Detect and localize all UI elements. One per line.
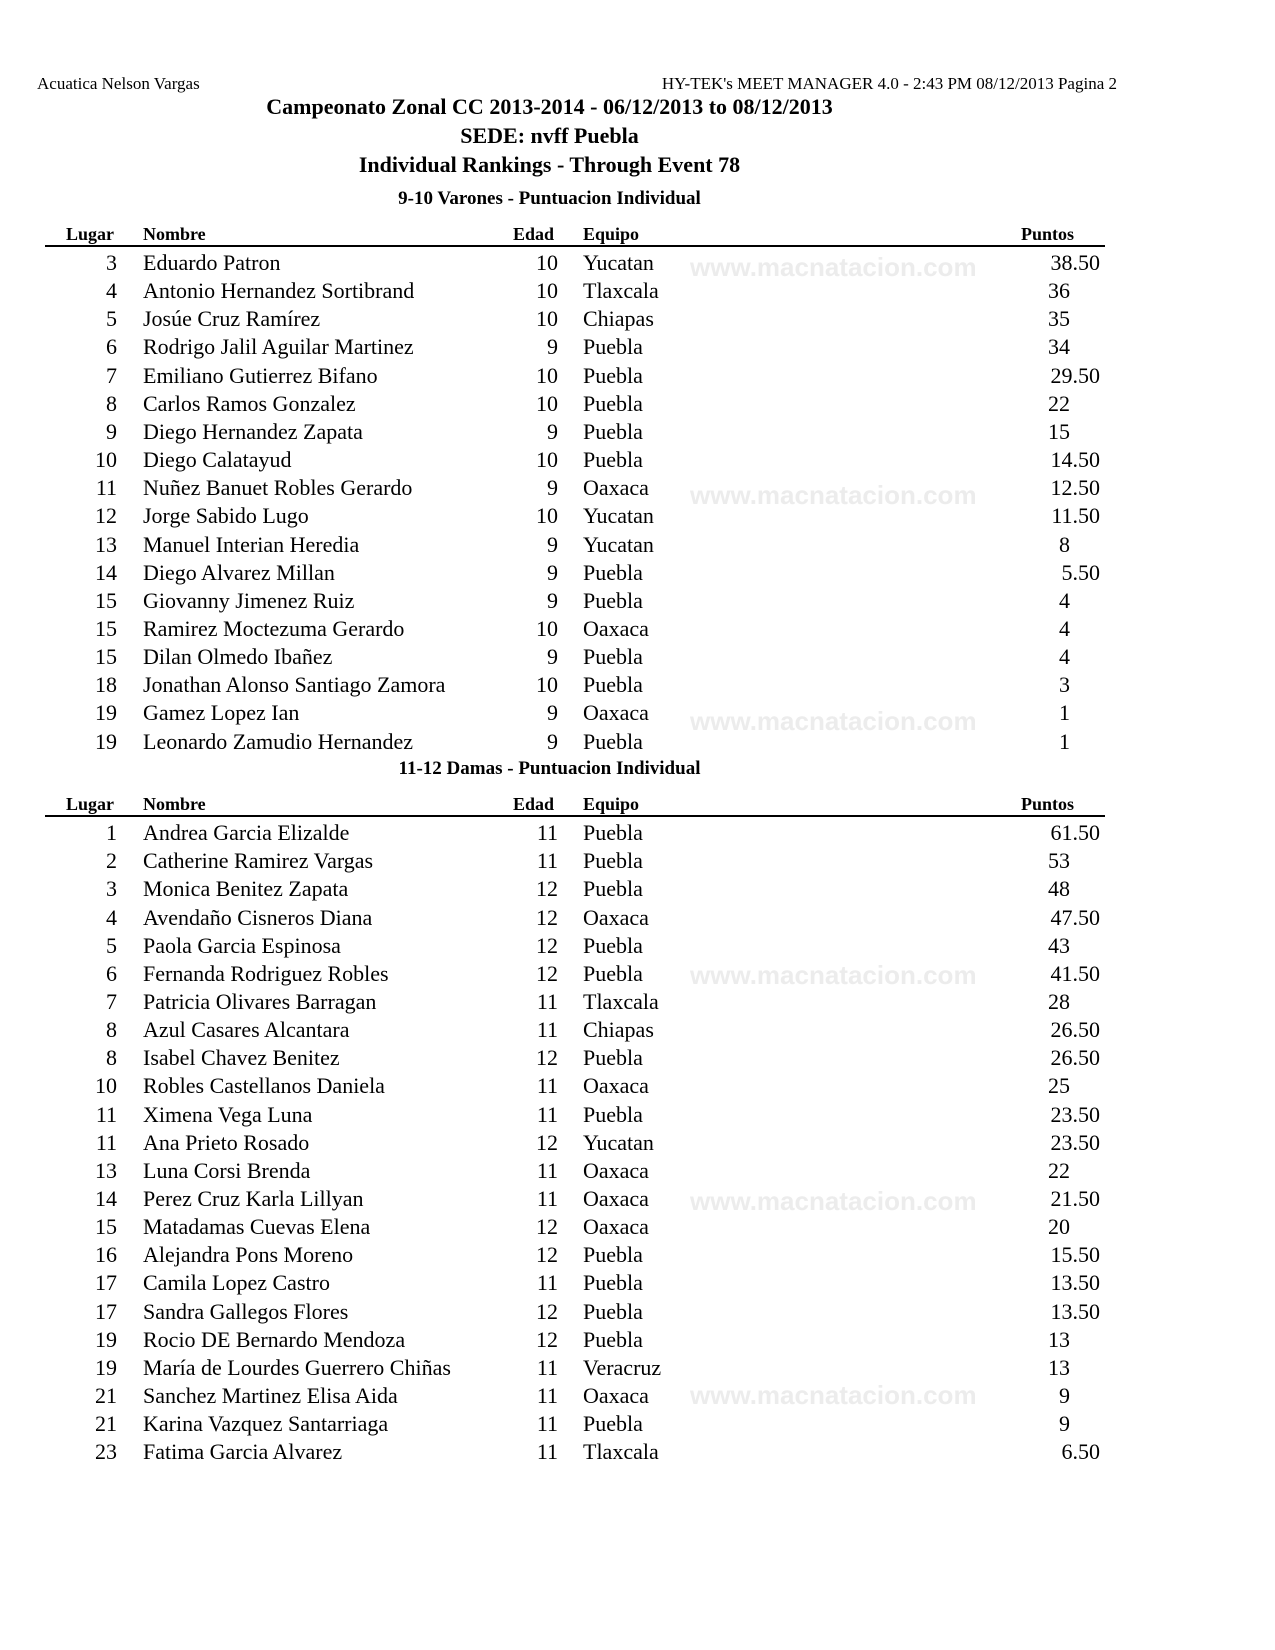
- points-cell: 14.50: [1050, 447, 1100, 472]
- table-row: [0, 1073, 1275, 1101]
- table-row: [0, 1299, 1275, 1327]
- team-cell: Oaxaca: [583, 616, 649, 641]
- table-row: [0, 1186, 1275, 1214]
- age-cell: 10: [536, 306, 558, 332]
- name-cell: Josúe Cruz Ramírez: [143, 306, 321, 332]
- rank-cell: 2: [106, 848, 117, 874]
- name-cell: Fatima Garcia Alvarez: [143, 1439, 343, 1465]
- rank-cell: 15: [95, 1214, 117, 1240]
- rank-cell: 7: [106, 362, 117, 388]
- age-cell: 11: [536, 1157, 558, 1183]
- team-cell: Puebla: [583, 1045, 643, 1071]
- table-row: [0, 1017, 1275, 1045]
- name-cell: Luna Corsi Brenda: [143, 1157, 311, 1183]
- team-cell: Chiapas: [583, 1017, 654, 1042]
- table-row: [0, 1327, 1275, 1355]
- table-row: [0, 729, 1275, 757]
- name-cell: Jorge Sabido Lugo: [143, 503, 309, 529]
- age-cell: 12: [536, 904, 558, 930]
- table-row: [0, 989, 1275, 1017]
- rank-cell: 5: [106, 306, 117, 332]
- age-cell: 12: [536, 1298, 558, 1324]
- rank-cell: 5: [106, 932, 117, 958]
- points-cell: 22: [1048, 1157, 1070, 1183]
- age-cell: 9: [547, 728, 558, 754]
- points-cell: 4: [1059, 616, 1070, 641]
- team-cell: Puebla: [583, 390, 643, 416]
- points-cell: 1: [1059, 700, 1070, 726]
- age-cell: 9: [547, 644, 558, 670]
- team-cell: Yucatan: [583, 250, 654, 275]
- table-row: [0, 1355, 1275, 1383]
- points-cell: 23.50: [1050, 1101, 1100, 1127]
- age-cell: 11: [536, 848, 558, 874]
- name-cell: Gamez Lopez Ian: [143, 700, 300, 726]
- rank-cell: 13: [95, 531, 117, 557]
- points-cell: 61.50: [1050, 820, 1100, 845]
- points-cell: 11.50: [1051, 503, 1100, 529]
- name-cell: Diego Alvarez Millan: [143, 559, 335, 585]
- rank-cell: 7: [106, 988, 117, 1014]
- team-cell: Yucatan: [583, 531, 654, 557]
- name-cell: Ximena Vega Luna: [143, 1101, 313, 1127]
- team-cell: Tlaxcala: [583, 988, 659, 1014]
- name-cell: Dilan Olmedo Ibañez: [143, 644, 333, 670]
- table-row: [0, 1045, 1275, 1073]
- table-row: [0, 616, 1275, 644]
- rank-cell: 15: [95, 616, 117, 641]
- name-cell: Sanchez Martinez Elisa Aida: [143, 1383, 398, 1408]
- column-header-lugar: Lugar: [66, 224, 115, 244]
- name-cell: Diego Calatayud: [143, 447, 292, 472]
- table-row: [0, 820, 1275, 848]
- name-cell: Robles Castellanos Daniela: [143, 1073, 385, 1099]
- points-cell: 26.50: [1050, 1017, 1100, 1042]
- rank-cell: 17: [95, 1298, 117, 1324]
- rank-cell: 15: [95, 587, 117, 613]
- points-cell: 21.50: [1050, 1186, 1100, 1211]
- name-cell: Emiliano Gutierrez Bifano: [143, 362, 378, 388]
- table-row: [0, 1383, 1275, 1411]
- name-cell: Ramirez Moctezuma Gerardo: [143, 616, 405, 641]
- rank-cell: 19: [95, 1354, 117, 1380]
- name-cell: Eduardo Patron: [143, 250, 281, 275]
- points-cell: 23.50: [1050, 1129, 1100, 1155]
- age-cell: 10: [536, 503, 558, 529]
- points-cell: 35: [1048, 306, 1070, 332]
- team-cell: Puebla: [583, 876, 643, 902]
- team-cell: Veracruz: [583, 1354, 662, 1380]
- name-cell: Paola Garcia Espinosa: [143, 932, 341, 958]
- rank-cell: 21: [95, 1383, 117, 1408]
- rank-cell: 8: [106, 1045, 117, 1071]
- points-cell: 48: [1048, 876, 1070, 902]
- rank-cell: 9: [106, 418, 117, 444]
- header-rule: [45, 245, 1105, 247]
- table-row: [0, 391, 1275, 419]
- name-cell: Manuel Interian Heredia: [143, 531, 360, 557]
- rank-cell: 4: [106, 278, 117, 304]
- points-cell: 4: [1059, 587, 1070, 613]
- table-row: [0, 644, 1275, 672]
- age-cell: 10: [536, 672, 558, 698]
- rank-cell: 19: [95, 700, 117, 726]
- age-cell: 11: [536, 1411, 558, 1437]
- team-cell: Puebla: [583, 587, 643, 613]
- column-header-equipo: Equipo: [583, 794, 640, 814]
- table-row: [0, 905, 1275, 933]
- name-cell: Fernanda Rodriguez Robles: [143, 960, 389, 986]
- table-row: [0, 848, 1275, 876]
- age-cell: 10: [536, 362, 558, 388]
- name-cell: Alejandra Pons Moreno: [143, 1242, 354, 1268]
- team-cell: Puebla: [583, 672, 643, 698]
- rank-cell: 21: [95, 1411, 117, 1437]
- age-cell: 11: [536, 1354, 558, 1380]
- table-row: [0, 306, 1275, 334]
- age-cell: 9: [547, 334, 558, 360]
- points-cell: 15.50: [1050, 1242, 1100, 1268]
- name-cell: Nuñez Banuet Robles Gerardo: [143, 475, 413, 501]
- points-cell: 36: [1048, 278, 1070, 304]
- team-cell: Puebla: [583, 848, 643, 874]
- team-cell: Puebla: [583, 1101, 643, 1127]
- points-cell: 25: [1048, 1073, 1070, 1099]
- age-cell: 11: [536, 1186, 558, 1211]
- column-header-edad: Edad: [513, 224, 555, 244]
- table-row: [0, 532, 1275, 560]
- team-cell: Puebla: [583, 1411, 643, 1437]
- team-cell: Oaxaca: [583, 1186, 649, 1211]
- rank-cell: 11: [95, 1101, 117, 1127]
- section-title: 11-12 Damas - Puntuacion Individual: [398, 758, 701, 779]
- team-cell: Puebla: [583, 447, 643, 472]
- watermark: www.macnatacion.com: [690, 706, 977, 736]
- points-cell: 4: [1059, 644, 1070, 670]
- team-cell: Yucatan: [583, 503, 654, 529]
- name-cell: Andrea Garcia Elizalde: [143, 820, 350, 845]
- age-cell: 10: [536, 390, 558, 416]
- team-cell: Puebla: [583, 1242, 643, 1268]
- rank-cell: 15: [95, 644, 117, 670]
- name-cell: Catherine Ramirez Vargas: [143, 848, 374, 874]
- age-cell: 9: [547, 418, 558, 444]
- meet-title: Campeonato Zonal CC 2013-2014 - 06/12/2013 to 08/12/2013: [266, 94, 833, 119]
- age-cell: 12: [536, 1045, 558, 1071]
- name-cell: Perez Cruz Karla Lillyan: [143, 1186, 364, 1211]
- table-row: [0, 334, 1275, 362]
- table-row: [0, 1130, 1275, 1158]
- team-cell: Puebla: [583, 1270, 643, 1296]
- age-cell: 9: [547, 475, 558, 501]
- rank-cell: 3: [106, 250, 117, 275]
- rank-cell: 10: [95, 447, 117, 472]
- table-row: [0, 419, 1275, 447]
- rank-cell: 10: [95, 1073, 117, 1099]
- name-cell: Diego Hernandez Zapata: [143, 418, 363, 444]
- team-cell: Puebla: [583, 559, 643, 585]
- age-cell: 11: [536, 820, 558, 845]
- table-row: [0, 1242, 1275, 1270]
- table-row: [0, 560, 1275, 588]
- rank-cell: 19: [95, 1326, 117, 1352]
- watermark: www.macnatacion.com: [690, 1186, 977, 1216]
- age-cell: 11: [536, 1101, 558, 1127]
- rank-cell: 18: [95, 672, 117, 698]
- table-row: [0, 250, 1275, 278]
- name-cell: Monica Benitez Zapata: [143, 876, 349, 902]
- venue-title: SEDE: nvff Puebla: [460, 123, 639, 148]
- age-cell: 12: [536, 1214, 558, 1240]
- table-row: [0, 475, 1275, 503]
- age-cell: 9: [547, 559, 558, 585]
- watermark: www.macnatacion.com: [690, 252, 977, 282]
- table-row: [0, 933, 1275, 961]
- team-cell: Oaxaca: [583, 1157, 649, 1183]
- points-cell: 12.50: [1050, 475, 1100, 501]
- age-cell: 11: [536, 1270, 558, 1296]
- points-cell: 9: [1059, 1411, 1070, 1437]
- points-cell: 13: [1048, 1326, 1070, 1352]
- table-row: [0, 363, 1275, 391]
- age-cell: 11: [536, 1439, 558, 1465]
- table-row: [0, 1439, 1275, 1467]
- age-cell: 10: [536, 278, 558, 304]
- points-cell: 28: [1048, 988, 1070, 1014]
- rank-cell: 17: [95, 1270, 117, 1296]
- rank-cell: 6: [106, 334, 117, 360]
- name-cell: Sandra Gallegos Flores: [143, 1298, 349, 1324]
- column-header-puntos: Puntos: [1021, 224, 1075, 244]
- table-row: [0, 447, 1275, 475]
- age-cell: 11: [536, 1073, 558, 1099]
- points-cell: 5.50: [1061, 559, 1100, 585]
- name-cell: Camila Lopez Castro: [143, 1270, 330, 1296]
- points-cell: 34: [1048, 334, 1070, 360]
- age-cell: 12: [536, 1326, 558, 1352]
- team-cell: Chiapas: [583, 306, 654, 332]
- team-cell: Puebla: [583, 1298, 643, 1324]
- watermark: www.macnatacion.com: [690, 1380, 977, 1410]
- watermark: www.macnatacion.com: [690, 960, 977, 990]
- name-cell: Rocio DE Bernardo Mendoza: [143, 1326, 406, 1352]
- column-header-nombre: Nombre: [143, 794, 206, 814]
- name-cell: Patricia Olivares Barragan: [143, 988, 377, 1014]
- section-title: 9-10 Varones - Puntuacion Individual: [398, 188, 701, 209]
- table-row: [0, 700, 1275, 728]
- rank-cell: 19: [95, 728, 117, 754]
- team-cell: Puebla: [583, 932, 643, 958]
- age-cell: 10: [536, 250, 558, 275]
- organization-name: Acuatica Nelson Vargas: [37, 74, 200, 93]
- name-cell: Isabel Chavez Benitez: [143, 1045, 340, 1071]
- team-cell: Oaxaca: [583, 1073, 649, 1099]
- rank-cell: 14: [95, 559, 117, 585]
- rank-cell: 16: [95, 1242, 117, 1268]
- name-cell: Karina Vazquez Santarriaga: [143, 1411, 389, 1437]
- rank-cell: 13: [95, 1157, 117, 1183]
- column-header-lugar: Lugar: [66, 794, 115, 814]
- age-cell: 12: [536, 932, 558, 958]
- table-row: [0, 1158, 1275, 1186]
- age-cell: 12: [536, 876, 558, 902]
- points-cell: 6.50: [1061, 1439, 1100, 1465]
- rank-cell: 3: [106, 876, 117, 902]
- age-cell: 9: [547, 531, 558, 557]
- rank-cell: 4: [106, 904, 117, 930]
- table-row: [0, 1102, 1275, 1130]
- points-cell: 13: [1048, 1354, 1070, 1380]
- name-cell: Avendaño Cisneros Diana: [143, 904, 373, 930]
- points-cell: 8: [1059, 531, 1070, 557]
- column-header-puntos: Puntos: [1021, 794, 1075, 814]
- points-cell: 26.50: [1050, 1045, 1100, 1071]
- rank-cell: 11: [95, 1129, 117, 1155]
- table-row: [0, 503, 1275, 531]
- age-cell: 12: [536, 1242, 558, 1268]
- age-cell: 12: [536, 1129, 558, 1155]
- team-cell: Oaxaca: [583, 904, 649, 930]
- column-header-nombre: Nombre: [143, 224, 206, 244]
- team-cell: Puebla: [583, 728, 643, 754]
- team-cell: Yucatan: [583, 1129, 654, 1155]
- age-cell: 10: [536, 447, 558, 472]
- table-row: [0, 876, 1275, 904]
- points-cell: 38.50: [1050, 250, 1100, 275]
- team-cell: Puebla: [583, 820, 643, 845]
- name-cell: Leonardo Zamudio Hernandez: [143, 728, 413, 754]
- age-cell: 11: [536, 1383, 558, 1408]
- rank-cell: 8: [106, 390, 117, 416]
- name-cell: María de Lourdes Guerrero Chiñas: [143, 1354, 451, 1380]
- rank-cell: 6: [106, 960, 117, 986]
- team-cell: Puebla: [583, 362, 643, 388]
- table-row: [0, 672, 1275, 700]
- team-cell: Puebla: [583, 960, 643, 986]
- age-cell: 11: [536, 1017, 558, 1042]
- points-cell: 9: [1059, 1383, 1070, 1408]
- table-row: [0, 1214, 1275, 1242]
- name-cell: Antonio Hernandez Sortibrand: [143, 278, 415, 304]
- table-row: [0, 1270, 1275, 1298]
- rank-cell: 23: [95, 1439, 117, 1465]
- rank-cell: 12: [95, 503, 117, 529]
- column-header-edad: Edad: [513, 794, 555, 814]
- table-row: [0, 1411, 1275, 1439]
- points-cell: 13.50: [1050, 1298, 1100, 1324]
- points-cell: 43: [1048, 932, 1070, 958]
- points-cell: 47.50: [1050, 904, 1100, 930]
- points-cell: 41.50: [1050, 960, 1100, 986]
- team-cell: Oaxaca: [583, 700, 649, 726]
- header-rule: [45, 815, 1105, 817]
- rank-cell: 14: [95, 1186, 117, 1211]
- team-cell: Oaxaca: [583, 1214, 649, 1240]
- team-cell: Oaxaca: [583, 475, 649, 501]
- age-cell: 9: [547, 700, 558, 726]
- points-cell: 13.50: [1050, 1270, 1100, 1296]
- name-cell: Jonathan Alonso Santiago Zamora: [143, 672, 446, 698]
- team-cell: Tlaxcala: [583, 1439, 659, 1465]
- team-cell: Oaxaca: [583, 1383, 649, 1408]
- points-cell: 22: [1048, 390, 1070, 416]
- name-cell: Ana Prieto Rosado: [143, 1129, 310, 1155]
- report-title: Individual Rankings - Through Event 78: [358, 152, 741, 177]
- age-cell: 9: [547, 587, 558, 613]
- table-row: [0, 588, 1275, 616]
- points-cell: 15: [1048, 418, 1070, 444]
- column-header-equipo: Equipo: [583, 224, 640, 244]
- name-cell: Giovanny Jimenez Ruiz: [143, 587, 355, 613]
- age-cell: 10: [536, 616, 558, 641]
- table-row: [0, 961, 1275, 989]
- table-row: [0, 278, 1275, 306]
- team-cell: Puebla: [583, 418, 643, 444]
- points-cell: 29.50: [1050, 362, 1100, 388]
- rank-cell: 11: [95, 475, 117, 501]
- points-cell: 3: [1059, 672, 1070, 698]
- team-cell: Tlaxcala: [583, 278, 659, 304]
- watermark: www.macnatacion.com: [690, 480, 977, 510]
- points-cell: 53: [1048, 848, 1070, 874]
- team-cell: Puebla: [583, 644, 643, 670]
- rank-cell: 8: [106, 1017, 117, 1042]
- age-cell: 12: [536, 960, 558, 986]
- team-cell: Puebla: [583, 1326, 643, 1352]
- rank-cell: 1: [106, 820, 117, 845]
- points-cell: 20: [1048, 1214, 1070, 1240]
- points-cell: 1: [1059, 728, 1070, 754]
- team-cell: Puebla: [583, 334, 643, 360]
- name-cell: Azul Casares Alcantara: [143, 1017, 350, 1042]
- name-cell: Rodrigo Jalil Aguilar Martinez: [143, 334, 414, 360]
- age-cell: 11: [536, 988, 558, 1014]
- name-cell: Matadamas Cuevas Elena: [143, 1214, 371, 1240]
- software-page-info: HY-TEK's MEET MANAGER 4.0 - 2:43 PM 08/12/2013 Pagina 2: [661, 74, 1117, 93]
- name-cell: Carlos Ramos Gonzalez: [143, 390, 356, 416]
